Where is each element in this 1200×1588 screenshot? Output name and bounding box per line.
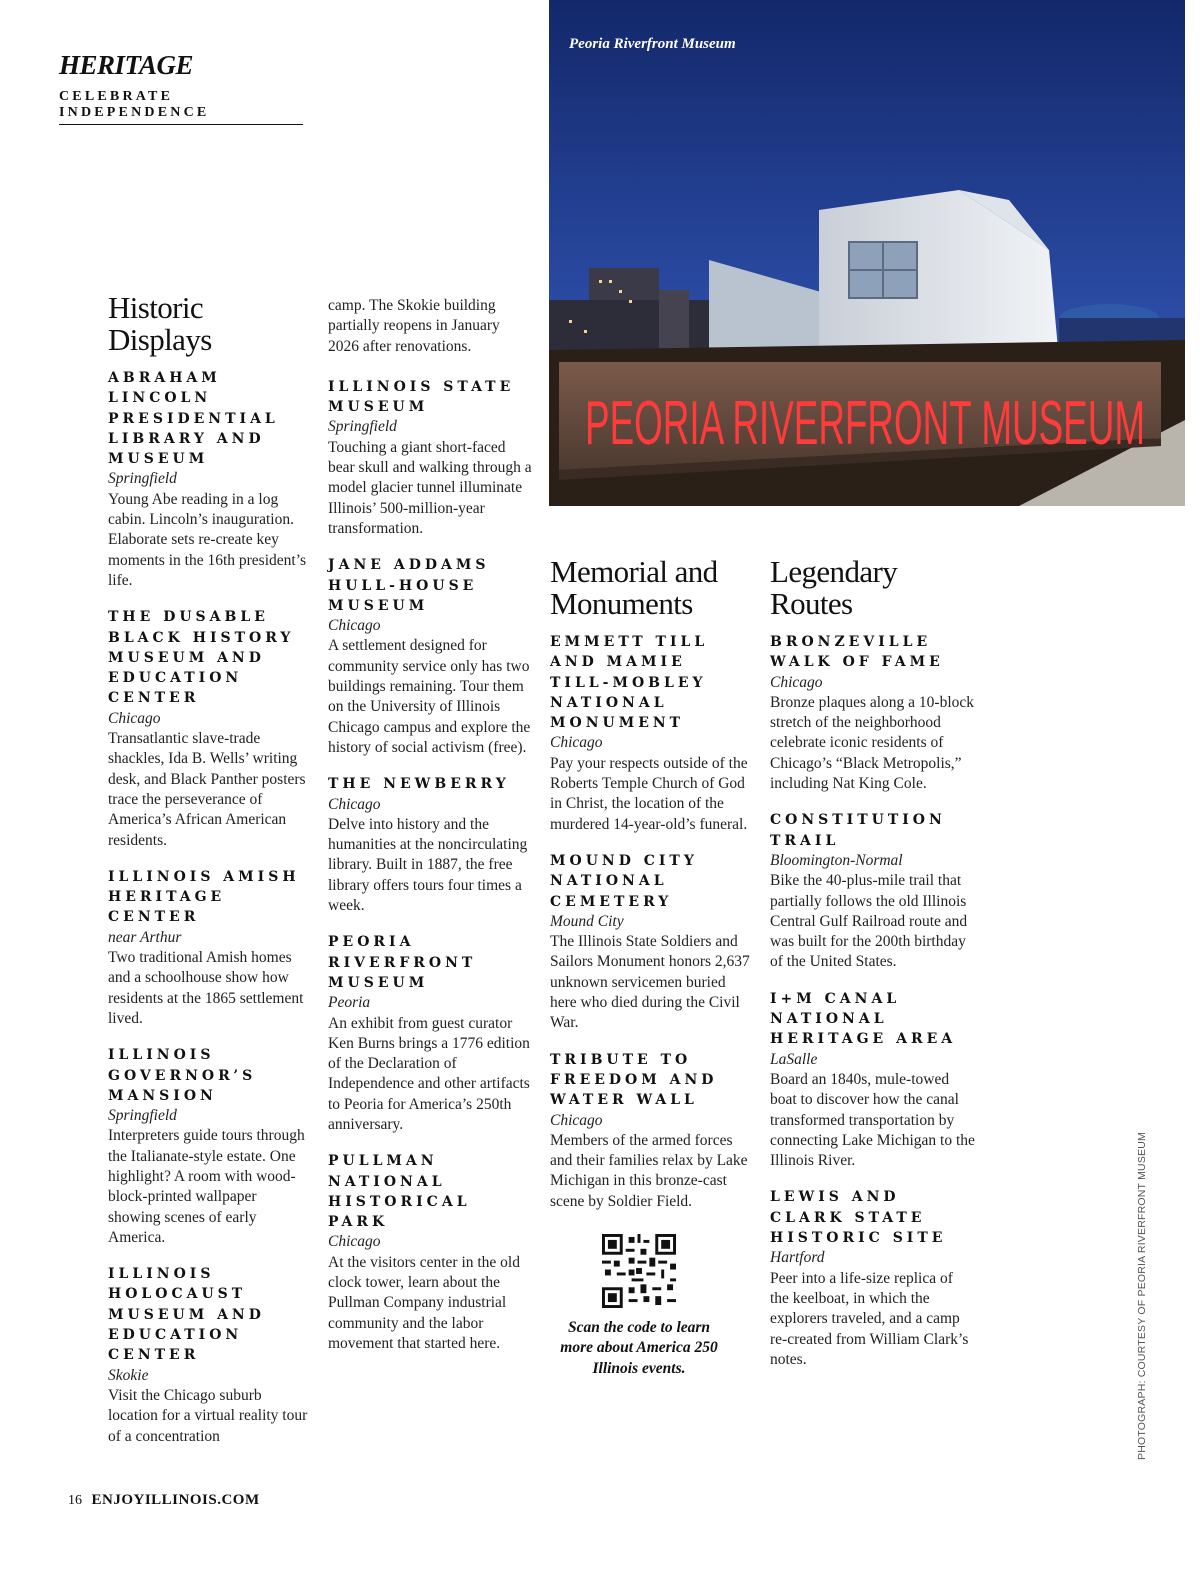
section-label [59, 50, 303, 125]
column-historic-displays [108, 292, 308, 1463]
entry [550, 632, 755, 835]
entry-location: Chicago [550, 1111, 603, 1129]
entry-title: TRIBUTE TO FREEDOM AND WATER WALL [550, 1051, 718, 1109]
entry-title: ABRAHAM LINCOLN PRESIDENTIAL LIBRARY AND MUSEUM [108, 370, 279, 468]
entry-body: Touching a giant short-faced bear skull and walking through a model glacier tunnel illuminate Illinois’ 500-million-year transformation. [328, 438, 532, 537]
heading-historic-displays: Historic Displays [108, 290, 212, 357]
section-subtitle: CELEBRATE INDEPENDENCE [59, 89, 303, 125]
entry-body: Bike the 40-plus-mile trail that partially follows the old Illinois Central Gulf Railroad route and was built for the 200th birthday of the United States. [770, 872, 968, 971]
entry-location: Chicago [770, 673, 823, 691]
website-link[interactable]: ENJOYILLINOIS.COM [91, 1492, 260, 1508]
entry-body: Members of the armed forces and their families relax by Lake Michigan in this bronze-cast scene by Soldier Field. [550, 1131, 748, 1210]
entry-body: At the visitors center in the old clock tower, learn about the Pullman Company industrial community and the labor movement that started here. [328, 1253, 520, 1352]
entry-body: Visit the Chicago suburb location for a virtual reality tour of a concentration [108, 1386, 308, 1445]
photo-caption: Peoria Riverfront Museum [569, 36, 736, 52]
entry-title: I+M CANAL NATIONAL HERITAGE AREA [770, 990, 957, 1048]
entry-body: A settlement designed for community service only has two buildings remaining. Tour them on the University of Illinois Chicago campus and explore the history of social activism (free). [328, 637, 531, 756]
entry-body: Interpreters guide tours through the Italianate-style estate. One highlight? A room with wood-block-printed wallpaper showing scenes of early America. [108, 1127, 305, 1246]
qr-caption: Scan the code to learn more about America 250 Illinois events. [560, 1319, 718, 1377]
entry [770, 989, 975, 1172]
continued-text: camp. The Skokie building partially reopens in January 2026 after renovations. [328, 297, 500, 355]
entry-title: THE NEWBERRY [328, 776, 510, 793]
page-footer [68, 1492, 260, 1509]
column-historic-displays-continued [328, 296, 533, 1370]
entry [108, 368, 308, 591]
entry [328, 932, 533, 1135]
entry [770, 1187, 975, 1370]
entry-location: LaSalle [770, 1050, 818, 1068]
entry-location: Chicago [108, 709, 161, 727]
entry-title: EMMETT TILL AND MAMIE TILL-MOBLEY NATIONAL MONUMENT [550, 634, 709, 732]
entry-body: Delve into history and the humanities at the noncirculating library. Built in 1887, the free library offers tours four times a week. [328, 815, 528, 915]
entry-body: An exhibit from guest curator Ken Burns brings a 1776 edition of the Declaration of Independence and other artifacts to Peoria for America’s 250th anniversary. [328, 1014, 530, 1133]
entry-location: Chicago [328, 795, 381, 813]
column-memorial-monuments [550, 556, 755, 1379]
entry-location: Peoria [328, 994, 371, 1012]
entry-title: JANE ADDAMS HULL-HOUSE MUSEUM [328, 557, 490, 614]
photo-credit-text: PHOTOGRAPH: COURTESY OF PEORIA RIVERFRONT MUSEUM [1136, 1132, 1148, 1460]
entry-title: BRONZEVILLE WALK OF FAME [770, 634, 944, 671]
entry-location: near Arthur [108, 928, 182, 946]
entry-title: ILLINOIS HOLOCAUST MUSEUM AND EDUCATION CENTER [108, 1266, 265, 1364]
heading-memorial-monuments: Memorial and Monuments [550, 554, 718, 621]
entry [108, 607, 308, 851]
entry-title: PEORIA RIVERFRONT MUSEUM [328, 934, 477, 991]
entry-body: Peer into a life-size replica of the keelboat, in which the explorers traveled, and a camp re-created from William Clark’s notes. [770, 1269, 969, 1368]
entry-location: Springfield [108, 470, 177, 488]
heading-legendary-routes: Legendary Routes [770, 554, 898, 621]
entry-body: Transatlantic slave-trade shackles, Ida B. Wells’ writing desk, and Black Panther posters trace the perseverance of America’s African American residents. [108, 730, 306, 849]
entry-location: Mound City [550, 912, 624, 930]
entry-location: Skokie [108, 1366, 149, 1384]
entry-location: Bloomington-Normal [770, 851, 903, 869]
qr-block [550, 1234, 728, 1379]
hero-photo [549, 0, 1185, 506]
entry-body: Board an 1840s, mule-towed boat to discover how the canal transformed transportation by connecting Lake Michigan to the Illinois River. [770, 1070, 975, 1170]
museum-sign-text: PEORIA RIVERFRONT MUSEUM [585, 389, 1145, 458]
entry-title: ILLINOIS AMISH HERITAGE CENTER [108, 868, 300, 926]
section-kicker: HERITAGE [59, 50, 194, 80]
entry-location: Springfield [328, 418, 397, 436]
entry-title: ILLINOIS GOVERNOR’S MANSION [108, 1047, 257, 1104]
entry-title: THE DUSABLE BLACK HISTORY MUSEUM AND EDUCATION CENTER [108, 609, 295, 707]
entry-location: Chicago [550, 734, 603, 752]
entry [328, 377, 533, 539]
page-number: 16 [68, 1493, 82, 1508]
entry [328, 555, 533, 758]
entry-title: CONSTITUTION TRAIL [770, 812, 946, 849]
entry-body: Pay your respects outside of the Roberts Temple Church of God in Christ, the location of the murdered 14-year-old’s funeral. [550, 754, 748, 833]
entry [550, 1050, 755, 1212]
entry-body: Bronze plaques along a 10-block stretch of the neighborhood celebrate iconic residents of Chicago’s “Black Metropolis,” including Nat King Cole. [770, 693, 975, 793]
photo-credit [1134, 1132, 1154, 1468]
entry-body: Two traditional Amish homes and a schoolhouse show how residents at the 1865 settlement lived. [108, 949, 304, 1027]
entry-title: ILLINOIS STATE MUSEUM [328, 378, 515, 416]
entry [108, 1045, 308, 1248]
entry-location: Hartford [770, 1249, 825, 1267]
qr-code-icon[interactable] [602, 1234, 676, 1308]
entry [108, 1264, 308, 1447]
entry-body: The Illinois State Soldiers and Sailors Monument honors 2,637 unknown servicemen buried here who died during the Civil War. [550, 933, 750, 1032]
museum-illustration [549, 0, 1185, 506]
entry-location: Chicago [328, 1233, 381, 1251]
entry-title: PULLMAN NATIONAL HISTORICAL PARK [328, 1153, 471, 1231]
column-legendary-routes [770, 556, 975, 1386]
entry [328, 774, 533, 916]
entry [550, 851, 755, 1034]
entry [328, 1151, 533, 1354]
entry-location: Chicago [328, 617, 381, 635]
entry-title: LEWIS AND CLARK STATE HISTORIC SITE [770, 1189, 947, 1247]
entry-body: Young Abe reading in a log cabin. Lincoln’s inauguration. Elaborate sets re-create key moments in the 16th president’s life. [108, 490, 307, 589]
entry [770, 810, 975, 972]
entry [770, 632, 975, 794]
entry-title: MOUND CITY NATIONAL CEMETERY [550, 852, 698, 910]
entry [108, 867, 308, 1029]
entry-location: Springfield [108, 1107, 177, 1125]
